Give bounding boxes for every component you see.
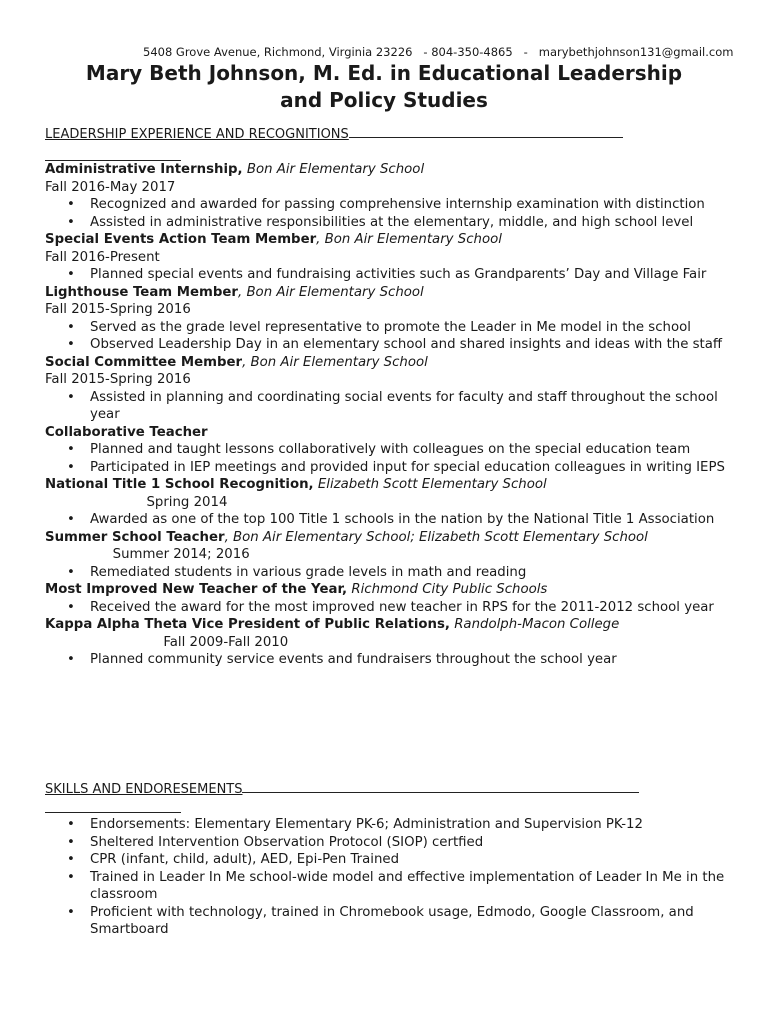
- skill-item: [45, 869, 725, 904]
- experience-entry: [45, 161, 725, 231]
- name-line-2: and Policy Studies: [280, 88, 488, 112]
- entry-bullets: [45, 441, 725, 476]
- skill-item: [45, 834, 725, 852]
- bullet-icon: •: [67, 442, 75, 457]
- entry-bullets: [45, 389, 725, 424]
- bullet-icon: •: [67, 337, 75, 352]
- entry-organization: , Bon Air Elementary School; Elizabeth Scott Elementary School: [224, 529, 648, 545]
- bullet-text: Recognized and awarded for passing comprehensive internship examination with distinction: [90, 197, 705, 212]
- entry-organization: Randolph-Macon College: [449, 617, 620, 632]
- entry-organization: Elizabeth Scott Elementary School: [313, 477, 547, 492]
- bullet-icon: •: [67, 389, 75, 405]
- entry-organization: Bon Air Elementary School: [242, 162, 425, 177]
- section-heading-leadership: [45, 127, 623, 142]
- entry-role: Administrative Internship,: [45, 162, 243, 177]
- experience-entry: [45, 616, 725, 669]
- name-line-1: Mary Beth Johnson, M. Ed. in Educational Leadership: [85, 61, 683, 85]
- entry-bullets: [45, 196, 725, 231]
- experience-entry: [45, 424, 725, 477]
- entry-bullets: [45, 266, 725, 284]
- bullet-item: [45, 389, 725, 424]
- bullet-item: [45, 564, 725, 582]
- bullet-icon: •: [67, 512, 75, 527]
- section-title: SKILLS AND ENDORESEMENTS: [45, 782, 243, 797]
- entry-role: Collaborative Teacher: [45, 424, 208, 440]
- section-rule: [45, 812, 181, 813]
- bullet-text: Observed Leadership Day in an elementary school and shared insights and ideas with the staff: [90, 337, 723, 352]
- entry-role: Summer School Teacher: [45, 529, 225, 545]
- entry-bullets: [45, 564, 725, 582]
- bullet-item: [45, 319, 725, 337]
- entry-role: Most Improved New Teacher of the Year,: [45, 582, 348, 597]
- bullet-icon: •: [67, 319, 75, 335]
- bullet-item: [45, 336, 725, 354]
- bullet-icon: •: [67, 652, 75, 667]
- experience-entry: [45, 581, 725, 616]
- bullet-text: Assisted in planning and coordinating social events for faculty and staff throughout the school year: [90, 389, 718, 422]
- entry-role: Special Events Action Team Member: [45, 232, 317, 247]
- entry-date: Fall 2016-Present: [45, 249, 160, 265]
- entry-title: [45, 161, 725, 179]
- bullet-item: [45, 266, 725, 284]
- bullet-text: Planned community service events and fundraisers throughout the school year: [90, 652, 617, 667]
- skill-item: [45, 816, 725, 834]
- bullet-item: [45, 214, 725, 232]
- bullet-icon: •: [67, 267, 75, 282]
- bullet-text: Served as the grade level representative to promote the Leader in Me model in the school: [90, 319, 691, 335]
- entry-organization: , Bon Air Elementary School: [242, 354, 428, 370]
- skills-bullets: [45, 816, 725, 939]
- entry-role: Social Committee Member: [45, 354, 243, 370]
- entry-bullets: [45, 319, 725, 354]
- entry-role: National Title 1 School Recognition,: [45, 477, 314, 492]
- entry-date: Fall 2016-May 2017: [45, 179, 176, 195]
- experience-entry: [45, 284, 725, 354]
- entry-title: [45, 284, 725, 302]
- entry-organization: , Bon Air Elementary School: [237, 284, 424, 300]
- entry-date: Fall 2015-Spring 2016: [45, 302, 191, 317]
- skill-text: Sheltered Intervention Observation Protocol (SIOP) certfied: [90, 834, 484, 850]
- entry-role: Lighthouse Team Member: [45, 284, 238, 300]
- entry-title: [45, 529, 725, 547]
- entry-date: Fall 2015-Spring 2016: [45, 372, 191, 387]
- bullet-item: [45, 651, 725, 669]
- bullet-icon: •: [67, 817, 75, 832]
- skill-item: [45, 851, 725, 869]
- bullet-icon: •: [67, 904, 75, 920]
- entry-bullets: [45, 511, 725, 529]
- entry-organization: , Bon Air Elementary School: [316, 232, 502, 247]
- bullet-icon: •: [67, 459, 75, 475]
- experience-entry: [45, 476, 725, 529]
- entry-title: [45, 424, 725, 442]
- bullet-icon: •: [67, 197, 75, 212]
- bullet-text: Remediated students in various grade levels in math and reading: [90, 564, 527, 580]
- skill-item: [45, 904, 725, 939]
- entry-organization: Richmond City Public Schools: [347, 582, 548, 597]
- skills-list: [45, 816, 725, 939]
- bullet-icon: •: [67, 599, 75, 615]
- heading-underline: [242, 792, 639, 793]
- bullet-icon: •: [67, 869, 75, 885]
- bullet-text: Awarded as one of the top 100 Title 1 schools in the nation by the National Title 1 Association: [90, 512, 715, 527]
- bullet-text: Assisted in administrative responsibilities at the elementary, middle, and high school level: [90, 214, 694, 230]
- experience-entry: [45, 231, 725, 284]
- entry-title: [45, 354, 725, 372]
- bullet-icon: •: [67, 834, 75, 850]
- section-title: LEADERSHIP EXPERIENCE AND RECOGNITIONS: [45, 127, 349, 142]
- entry-bullets: [45, 599, 725, 617]
- skill-text: Proficient with technology, trained in Chromebook usage, Edmodo, Google Classroom, and Smartboard: [90, 904, 694, 937]
- contact-line: 5408 Grove Avenue, Richmond, Virginia 23226 - 804-350-4865 - marybethjohnson131@gmail.com: [143, 45, 734, 59]
- experience-entry: [45, 529, 725, 582]
- bullet-item: [45, 441, 725, 459]
- bullet-text: Participated in IEP meetings and provided input for special education colleagues in writing IEPS: [90, 459, 725, 475]
- bullet-icon: •: [67, 852, 75, 867]
- bullet-item: [45, 459, 725, 477]
- resume-name-heading: [0, 60, 768, 114]
- bullet-item: [45, 511, 725, 529]
- bullet-icon: •: [67, 214, 75, 230]
- entry-date: Summer 2014; 2016: [45, 547, 250, 562]
- experience-entry: [45, 354, 725, 424]
- bullet-item: [45, 196, 725, 214]
- skill-text: CPR (infant, child, adult), AED, Epi-Pen Trained: [90, 852, 400, 867]
- entry-date: Fall 2009-Fall 2010: [45, 634, 289, 650]
- bullet-text: Planned special events and fundraising activities such as Grandparents’ Day and Village Fair: [90, 267, 707, 282]
- bullet-item: [45, 599, 725, 617]
- entry-title: [45, 231, 725, 249]
- entry-bullets: [45, 651, 725, 669]
- skill-text: Endorsements: Elementary Elementary PK-6; Administration and Supervision PK-12: [90, 817, 643, 832]
- bullet-text: Received the award for the most improved new teacher in RPS for the 2011-2012 school year: [90, 599, 714, 615]
- heading-underline: [349, 137, 623, 138]
- skill-text: Trained in Leader In Me school-wide model and effective implementation of Leader In Me in the classroom: [90, 869, 725, 902]
- entry-title: [45, 476, 725, 494]
- entry-date: Spring 2014: [45, 494, 228, 510]
- entry-role: Kappa Alpha Theta Vice President of Public Relations,: [45, 617, 450, 632]
- entry-title: [45, 581, 725, 599]
- bullet-text: Planned and taught lessons collaboratively with colleagues on the special education team: [90, 442, 691, 457]
- bullet-icon: •: [67, 564, 75, 580]
- leadership-entries: [45, 161, 725, 669]
- entry-title: [45, 616, 725, 634]
- section-heading-skills: [45, 782, 639, 797]
